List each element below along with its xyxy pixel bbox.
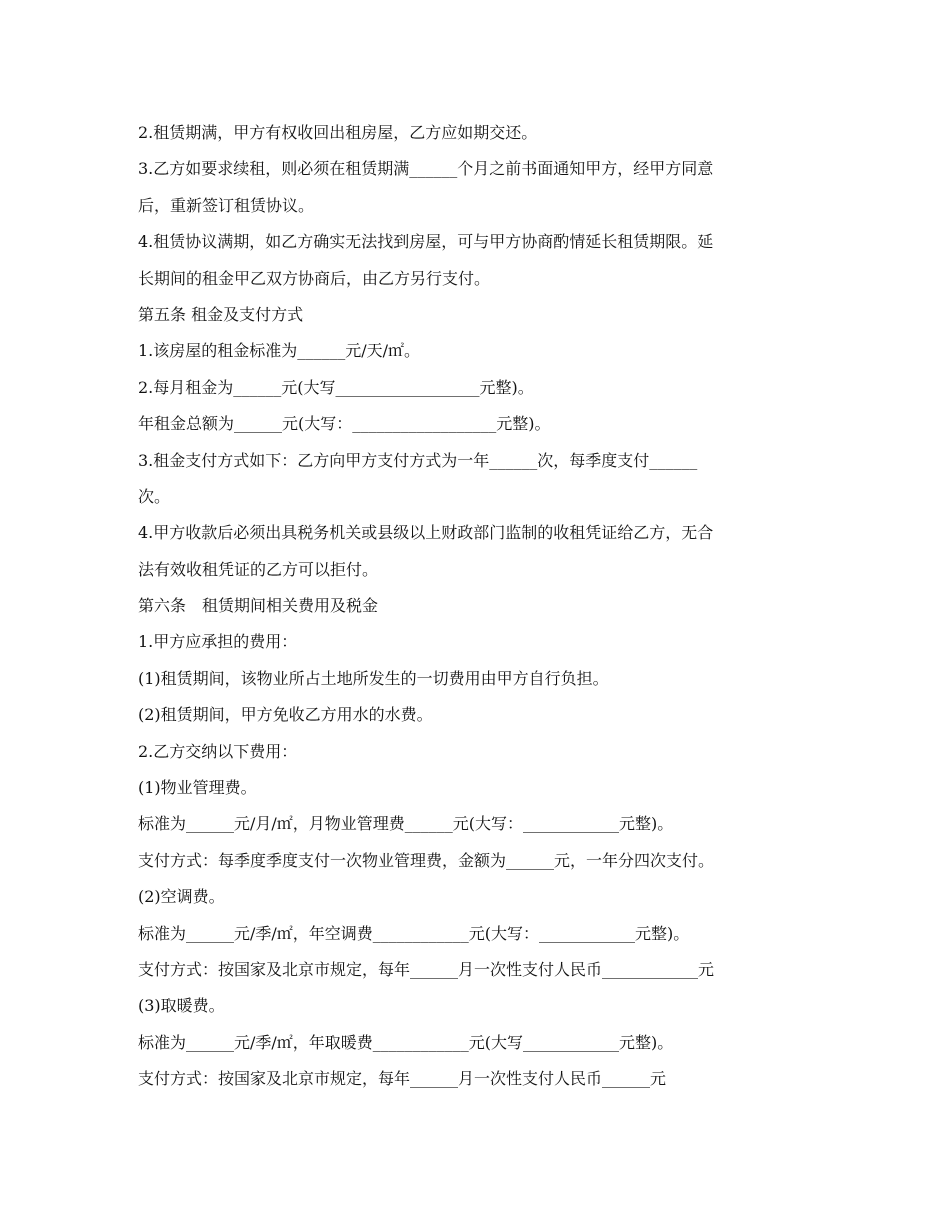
text-line: 2.乙方交纳以下费用： [138,741,298,761]
text-line: 支付方式：按国家及北京市规定，每年______月一次性支付人民币______元 [138,1069,667,1089]
document-page [138,115,813,1098]
text-line: 2.每月租金为______元(大写__________________元整)。 [138,377,534,397]
text-line: 标准为______元/季/㎡，年空调费____________元(大写：____________元整)。 [138,923,690,943]
text-line: 年租金总额为______元(大写：__________________元整)。 [138,414,551,434]
text-line: 标准为______元/月/㎡，月物业管理费______元(大写：____________元整)。 [138,814,674,834]
text-line: 法有效收租凭证的乙方可以拒付。 [138,559,379,579]
text-line: (2)空调费。 [138,887,225,907]
section-heading: 第六条 租赁期间相关费用及税金 [138,596,379,616]
section-heading: 第五条 租金及支付方式 [138,304,304,324]
text-line: (1)物业管理费。 [138,778,257,798]
text-line: 1.甲方应承担的费用： [138,632,298,652]
text-line: 4.租赁协议满期，如乙方确实无法找到房屋，可与甲方协商酌情延长租赁期限。延 [138,232,714,252]
text-line: 4.甲方收款后必须出具税务机关或县级以上财政部门监制的收租凭证给乙方，无合 [138,523,714,543]
text-line: 1.该房屋的租金标准为______元/天/㎡。 [138,341,421,361]
text-line: 3.乙方如要求续租，则必须在租赁期满______个月之前书面通知甲方，经甲方同意 [138,159,714,179]
text-line: 标准为______元/季/㎡，年取暖费____________元(大写____________元整)。 [138,1032,674,1052]
text-line: 2.租赁期满，甲方有权收回出租房屋，乙方应如期交还。 [138,123,538,142]
text-line: 长期间的租金甲乙双方协商后，由乙方另行支付。 [138,268,491,288]
text-line: (1)租赁期间，该物业所占土地所发生的一切费用由甲方自行负担。 [138,668,609,688]
text-line: 次。 [138,486,171,506]
text-line: 支付方式：每季度季度支付一次物业管理费，金额为______元，一年分四次支付。 [138,850,715,870]
text-line: (2)租赁期间，甲方免收乙方用水的水费。 [138,705,433,725]
text-line: 支付方式：按国家及北京市规定，每年______月一次性支付人民币____________元 [138,959,715,979]
text-line: 3.租金支付方式如下：乙方向甲方支付方式为一年______次，每季度支付______ [138,450,698,470]
text-line: 后，重新签订租赁协议。 [138,195,315,215]
text-line: (3)取暖费。 [138,996,225,1016]
